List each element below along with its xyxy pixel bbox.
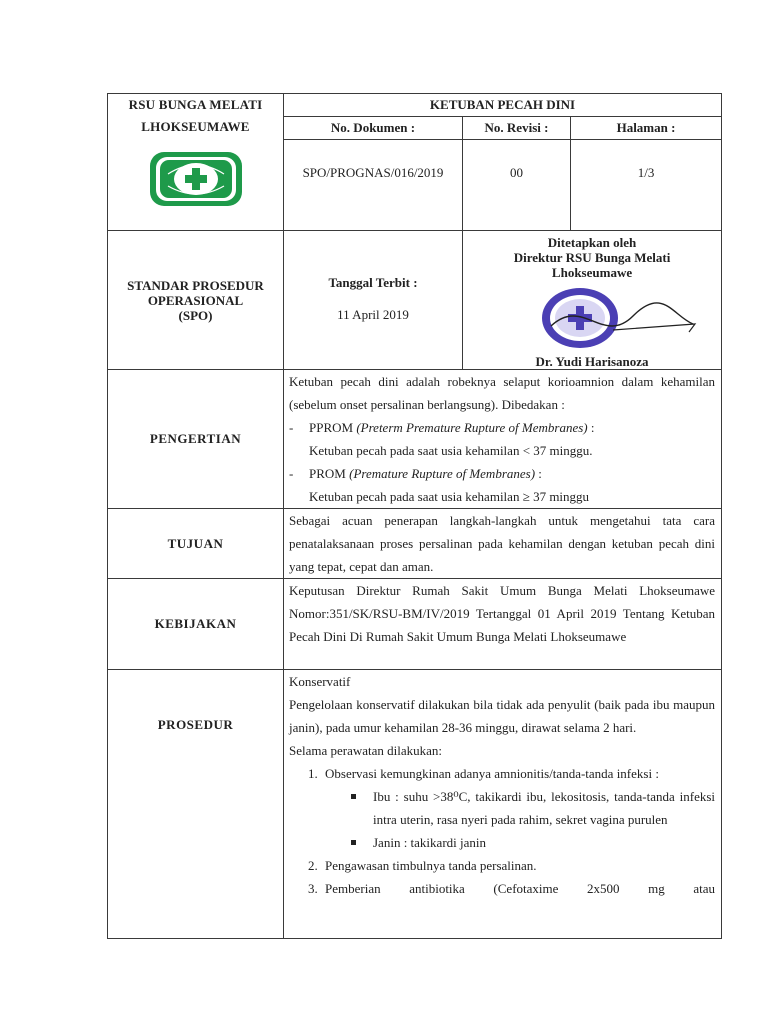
prosedur-step-2: 2. Pengawasan timbulnya tanda persalinan.	[321, 854, 715, 877]
signature-stamp	[463, 286, 721, 350]
prosedur-step-1-bullets	[325, 785, 715, 854]
prosedur-body	[284, 670, 722, 939]
prosedur-step-3: 3. Pemberian antibiotika (Cefotaxime 2x500 mg atau	[321, 877, 715, 900]
pengertian-item-pprom: - PPROM (Preterm Premature Rupture of Membranes) :	[289, 416, 715, 439]
revision-label: No. Revisi :	[463, 117, 571, 140]
prosedur-heading: Konservatif	[289, 674, 351, 689]
pengertian-item-prom-desc: Ketuban pecah pada saat usia kehamilan ≥ 37 minggu	[309, 489, 590, 504]
issue-date-label: Tanggal Terbit :	[328, 275, 418, 290]
approval-line1: Ditetapkan oleh	[547, 235, 637, 250]
approval-line3: Lhokseumawe	[551, 265, 633, 280]
revision-value: 00	[463, 140, 571, 231]
spo-line2: OPERASIONAL	[147, 292, 244, 308]
spo-line1: STANDAR PROSEDUR	[127, 277, 264, 293]
document-title: KETUBAN PECAH DINI	[284, 94, 722, 117]
pengertian-intro: Ketuban pecah dini adalah robeknya selaput korioamnion dalam kehamilan (sebelum onset persalinan berlangsung). Dibedakan :	[289, 374, 716, 412]
hospital-logo	[108, 150, 283, 208]
prosedur-intro: Pengelolaan konservatif dilakukan bila tidak ada penyulit (baik pada ibu maupun janin), pada umur kehamilan 28-36 minggu, dirawat selama 2 hari.	[289, 697, 716, 735]
prosedur-label-cell	[108, 670, 284, 939]
approval-cell	[463, 231, 722, 370]
spo-title-cell	[108, 231, 284, 370]
issue-date-value: 11 April 2019	[337, 307, 409, 322]
pengertian-item-prom: - PROM (Premature Rupture of Membranes) :	[289, 462, 715, 485]
approval-line2: Direktur RSU Bunga Melati	[513, 250, 671, 265]
tujuan-label: TUJUAN	[108, 509, 284, 579]
tujuan-body: Sebagai acuan penerapan langkah-langkah untuk mengetahui tata cara penatalaksanaan proses persalinan pada kehamilan dengan ketuban pecah dini yang tepat, cepat dan aman.	[284, 509, 722, 579]
director-name: Dr. Yudi Harisanoza	[535, 354, 649, 369]
prosedur-care-intro: Selama perawatan dilakukan:	[289, 743, 443, 758]
page-label: Halaman :	[571, 117, 722, 140]
pengertian-label: PENGERTIAN	[108, 370, 284, 509]
issue-date-cell	[284, 231, 463, 370]
pengertian-body	[284, 370, 722, 509]
kebijakan-body: Keputusan Direktur Rumah Sakit Umum Bunga Melati Lhokseumawe Nomor:351/SK/RSU-BM/IV/2019 Tertanggal 01 April 2019 Tentang Ketuban Pecah Dini Di Rumah Sakit Umum Bunga Melati Lhokseumawe	[284, 579, 722, 670]
hospital-name-line1: RSU BUNGA MELATI	[128, 97, 263, 112]
bullet-janin: Janin : takikardi janin	[351, 831, 715, 854]
prosedur-steps	[289, 762, 715, 900]
prosedur-step-1: 1. Observasi kemungkinan adanya amnionitis/tanda-tanda infeksi : Ibu : suhu >38⁰C, takikardi ibu, lekositosis, tanda-tanda infeksi intra uterin, rasa nyeri pada rahim, sekret vagina purulen Janin : takikardi janin	[321, 762, 715, 854]
page-value: 1/3	[571, 140, 722, 231]
dash-marker: -	[289, 466, 294, 481]
hospital-name-line2: LHOKSEUMAWE	[141, 119, 250, 134]
hospital-header-cell	[108, 94, 284, 231]
prosedur-label: PROSEDUR	[157, 717, 234, 732]
bullet-ibu: Ibu : suhu >38⁰C, takikardi ibu, lekositosis, tanda-tanda infeksi intra uterin, rasa nyeri pada rahim, sekret vagina purulen	[351, 785, 715, 831]
doc-number-value: SPO/PROGNAS/016/2019	[284, 140, 463, 231]
pengertian-item-pprom-desc: Ketuban pecah pada saat usia kehamilan < 37 minggu.	[309, 443, 593, 458]
kebijakan-label: KEBIJAKAN	[108, 579, 284, 670]
sop-document-table	[107, 93, 722, 939]
dash-marker: -	[289, 420, 294, 435]
spo-line3: (SPO)	[178, 307, 213, 323]
doc-number-label: No. Dokumen :	[284, 117, 463, 140]
